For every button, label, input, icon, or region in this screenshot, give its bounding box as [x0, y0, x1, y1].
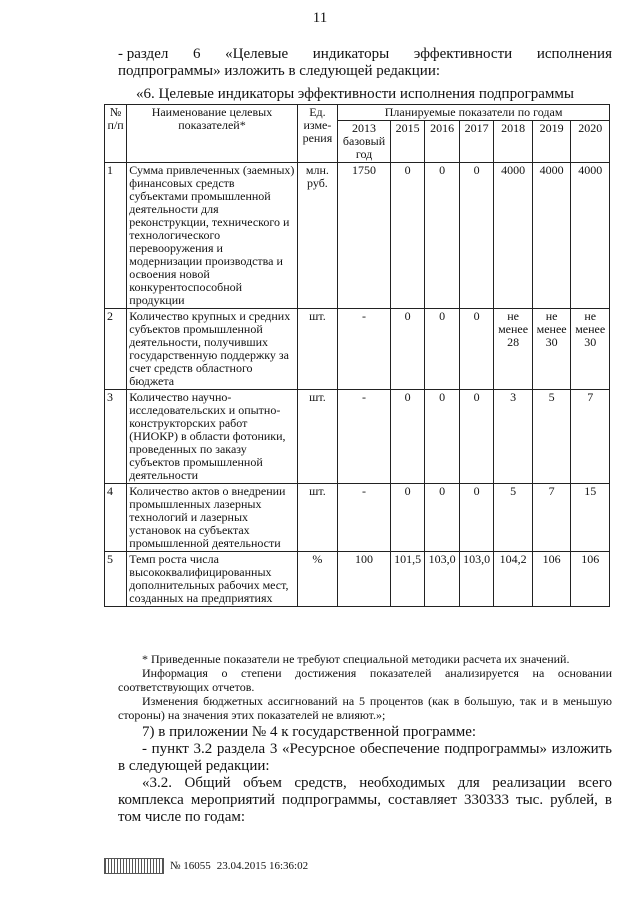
- row-no: 5: [105, 552, 127, 607]
- note-info: Информация о степени достижения показателей анализируется на основании соответствующих отчетов.: [118, 666, 612, 694]
- table-notes: [118, 652, 612, 722]
- row-value: 0: [390, 484, 424, 552]
- row-name: Сумма привлеченных (заемных) финансовых средств субъектами промышленной деятельности для реконструкции, технического и технологического перевооружения и модернизации производства и освоения новой конкурентоспособной продукции: [127, 163, 297, 309]
- row-no: 3: [105, 390, 127, 484]
- row-value: 0: [425, 309, 459, 390]
- row-value: 0: [425, 484, 459, 552]
- row-name: Количество научно-исследовательских и опытно-конструкторских работ (НИОКР) в области фотоники, проведенных по заказу субъектов промышленной деятельности: [127, 390, 297, 484]
- row-unit: шт.: [297, 484, 338, 552]
- row-value: 0: [459, 390, 493, 484]
- table-row: [105, 309, 610, 390]
- row-value: не менее 30: [571, 309, 610, 390]
- header-year: 2015: [390, 121, 424, 163]
- row-value: 4000: [532, 163, 571, 309]
- row-unit: %: [297, 552, 338, 607]
- row-value: 103,0: [425, 552, 459, 607]
- note-footnote: * Приведенные показатели не требуют специальной методики расчета их значений.: [142, 652, 570, 666]
- row-value: 0: [390, 390, 424, 484]
- row-value: 103,0: [459, 552, 493, 607]
- header-year: 2013 базовый год: [338, 121, 391, 163]
- row-value: -: [338, 484, 391, 552]
- page-number: 11: [312, 10, 328, 26]
- row-value: 5: [494, 484, 533, 552]
- indicators-table: [104, 104, 610, 607]
- intro-line-2: подпрограммы» изложить в следующей редакции:: [118, 63, 441, 79]
- table-title: «6. Целевые индикаторы эффективности исполнения подпрограммы: [136, 86, 574, 102]
- row-value: 0: [459, 484, 493, 552]
- row-value: 0: [459, 309, 493, 390]
- row-value: 0: [390, 309, 424, 390]
- row-value: 106: [571, 552, 610, 607]
- row-value: -: [338, 309, 391, 390]
- table-row: [105, 484, 610, 552]
- row-value: 1750: [338, 163, 391, 309]
- doc-datetime: 23.04.2015 16:36:02: [216, 860, 309, 872]
- intro-word: «Целевые: [225, 46, 289, 62]
- row-unit: шт.: [297, 390, 338, 484]
- row-value: 0: [390, 163, 424, 309]
- row-name: Количество крупных и средних субъектов промышленной деятельности, получивших государственную поддержку за счет средств областного бюджета: [127, 309, 297, 390]
- row-value: не менее 30: [532, 309, 571, 390]
- row-value: 0: [425, 163, 459, 309]
- body-paragraph: «3.2. Общий объем средств, необходимых для реализации всего комплекса мероприятий подпрограммы, составляет 330333 тыс. рублей, в том числе по годам:: [118, 775, 612, 825]
- table-row: [105, 552, 610, 607]
- row-value: 0: [425, 390, 459, 484]
- intro-word: исполнения: [536, 46, 612, 62]
- table-row: [105, 390, 610, 484]
- row-no: 1: [105, 163, 127, 309]
- intro-word: эффективности: [413, 46, 513, 62]
- row-value: -: [338, 390, 391, 484]
- row-unit: шт.: [297, 309, 338, 390]
- table-row: [105, 163, 610, 309]
- row-value: 106: [532, 552, 571, 607]
- note-budget: Изменения бюджетных ассигнований на 5 процентов (как в большую, так и в меньшую стороны) на значения этих показателей не влияют.»;: [118, 694, 612, 722]
- header-year: 2016: [425, 121, 459, 163]
- footer: [104, 858, 308, 874]
- header-name: Наименование целевых показателей*: [127, 105, 297, 163]
- body-text: [118, 724, 612, 826]
- barcode-stamp: [104, 858, 164, 874]
- row-value: 3: [494, 390, 533, 484]
- row-value: 7: [532, 484, 571, 552]
- header-no: № п/п: [105, 105, 127, 163]
- header-planned: Планируемые показатели по годам: [338, 105, 610, 121]
- row-value: 5: [532, 390, 571, 484]
- intro-word: 6: [193, 46, 201, 62]
- header-year: 2020: [571, 121, 610, 163]
- row-name: Количество актов о внедрении промышленных лазерных технологий и лазерных установок на субъектах промышленной деятельности: [127, 484, 297, 552]
- header-unit: Ед. изме-рения: [297, 105, 338, 163]
- row-value: 100: [338, 552, 391, 607]
- intro-paragraph: [118, 46, 612, 80]
- intro-word: индикаторы: [312, 46, 390, 62]
- table-header-row: [105, 105, 610, 121]
- body-paragraph: 7) в приложении № 4 к государственной программе:: [142, 724, 477, 740]
- header-year: 2019: [532, 121, 571, 163]
- row-unit: млн. руб.: [297, 163, 338, 309]
- row-name: Темп роста числа высококвалифицированных дополнительных рабочих мест, созданных на предприятиях: [127, 552, 297, 607]
- row-value: 4000: [571, 163, 610, 309]
- row-no: 2: [105, 309, 127, 390]
- row-value: не менее 28: [494, 309, 533, 390]
- intro-word: - раздел: [118, 46, 169, 62]
- row-value: 4000: [494, 163, 533, 309]
- header-year: 2017: [459, 121, 493, 163]
- row-value: 0: [459, 163, 493, 309]
- row-value: 104,2: [494, 552, 533, 607]
- intro-line-1: [118, 46, 612, 63]
- row-value: 7: [571, 390, 610, 484]
- row-value: 101,5: [390, 552, 424, 607]
- row-value: 15: [571, 484, 610, 552]
- doc-id: № 16055: [170, 860, 211, 872]
- body-paragraph: - пункт 3.2 раздела 3 «Ресурсное обеспечение подпрограммы» изложить в следующей редакции:: [118, 741, 612, 774]
- header-year: 2018: [494, 121, 533, 163]
- row-no: 4: [105, 484, 127, 552]
